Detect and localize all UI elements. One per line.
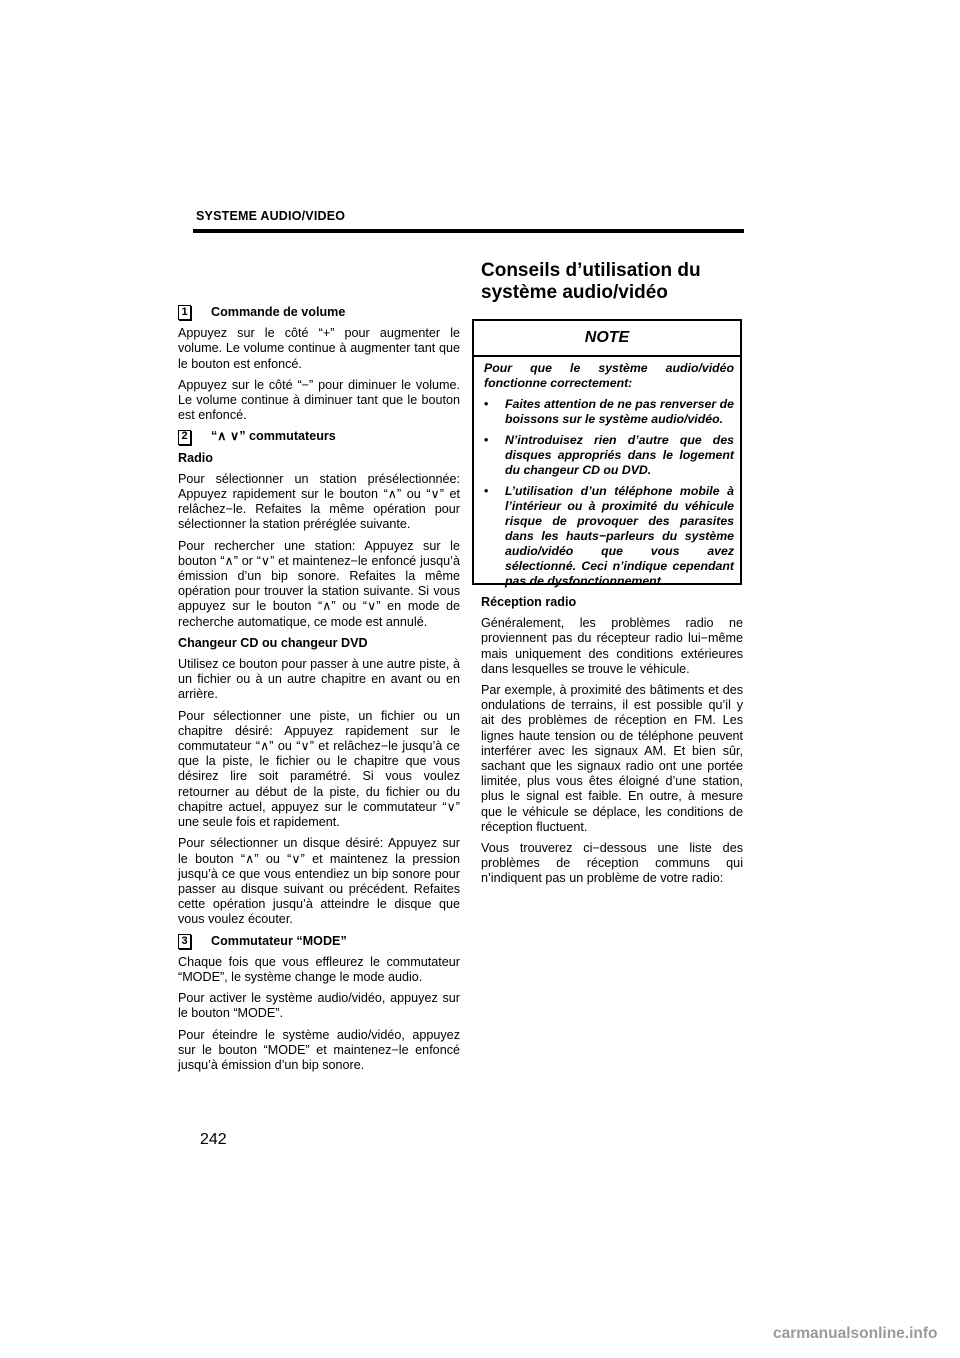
note-item (484, 397, 734, 427)
section-1-number: 1 (178, 305, 191, 320)
paragraph: Pour sélectionner un station présélectionnée: Appuyez rapidement sur le bouton “∧” ou “∨” et relâchez−le. Refaites la même opération pour sélectionner la station préréglée suivante. (178, 471, 460, 532)
page-title-line1: Conseils d’utilisation du (481, 260, 701, 281)
section-3-number: 3 (178, 934, 191, 949)
paragraph: Pour éteindre le système audio/vidéo, appuyez sur le bouton “MODE” et maintenez−le enfoncé jusqu’à émission d’un bip sonore. (178, 1027, 460, 1072)
watermark: carmanualsonline.info (773, 1325, 938, 1342)
note-list (484, 397, 734, 589)
header-rule (193, 229, 744, 233)
note-item (484, 433, 734, 478)
left-column (178, 305, 460, 1079)
paragraph: Utilisez ce bouton pour passer à une autre piste, à un fichier ou à un autre chapitre en avant ou en arrière. (178, 657, 460, 702)
page-number: 242 (200, 1131, 227, 1148)
paragraph: Appuyez sur le côté “+” pour augmenter le volume. Le volume continue à augmenter tant que le bouton est enfoncé. (178, 326, 460, 371)
bullet-icon: • (484, 397, 489, 411)
right-column (481, 595, 743, 893)
paragraph: Par exemple, à proximité des bâtiments et des ondulations de terrains, il est possible qu’il y ait des problèmes de réception en FM. Les lignes haute tension ou de téléphone peuvent interférer avec les signaux AM. Et bien sûr, sachant que les signaux radio ont une portée limitée, plus vous êtes éloigné d’une station, plus le signal est faible. En outre, à mesure que le véhicule se déplace, les conditions de réception fluctuent. (481, 683, 743, 834)
changer-subheading: Changeur CD ou changeur DVD (178, 635, 368, 650)
paragraph: Pour rechercher une station: Appuyez sur le bouton “∧” or “∨” et maintenez−le enfoncé jusqu’à émission d’un bip sonore. Refaites la même opération pour trouver la station suivante. Si vous appuyez sur le bouton “∧” ou “∨” en mode de recherche automatique, ce mode est annulé. (178, 538, 460, 629)
radio-subheading: Radio (178, 450, 213, 465)
note-item-text: Faites attention de ne pas renverser de boissons sur le système audio/vidéo. (505, 397, 734, 426)
section-3-heading (178, 934, 460, 949)
note-item (484, 484, 734, 589)
reception-subheading: Réception radio (481, 595, 577, 609)
section-1-heading (178, 305, 460, 320)
note-title: NOTE (474, 321, 740, 357)
paragraph: Pour sélectionner une piste, un fichier ou un chapitre désiré: Appuyez rapidement sur le commutateur “∧” ou “∨” et relâchez−le jusqu’à ce que la piste, le fichier ou le chapitre que vous désirez lire soit paramétré. Si vous voulez retourner au début de la piste, du fichier ou du chapitre actuel, appuyez sur le commutateur “∨” une seule fois et rapidement. (178, 708, 460, 830)
section-1-title: Commande de volume (211, 305, 346, 319)
note-box (472, 319, 742, 588)
note-body (484, 361, 734, 595)
note-intro: Pour que le système audio/vidéo fonctionne correctement: (484, 361, 734, 390)
bullet-icon: • (484, 433, 489, 447)
paragraph: Appuyez sur le côté “−” pour diminuer le volume. Le volume continue à diminuer tant que le bouton est enfoncé. (178, 377, 460, 423)
page-title (481, 260, 751, 304)
note-item-text: L’utilisation d’un téléphone mobile à l’intérieur ou à proximité du véhicule risque de provoquer des parasites dans les hauts−parleurs du système audio/vidéo que vous avez sélectionné. Ceci n’indique cependant pas de dysfonctionnement. (505, 484, 734, 588)
section-header: SYSTEME AUDIO/VIDEO (196, 209, 346, 223)
section-2-number: 2 (178, 430, 191, 445)
section-3-title: Commutateur “MODE” (211, 933, 347, 948)
section-2-title: “∧ ∨” commutateurs (211, 429, 336, 444)
paragraph: Chaque fois que vous effleurez le commutateur “MODE”, le système change le mode audio. (178, 954, 460, 984)
section-2-heading (178, 429, 460, 444)
paragraph: Vous trouverez ci−dessous une liste des problèmes de réception communs qui n’indiquent pas un problème de votre radio: (481, 841, 743, 886)
paragraph: Pour activer le système audio/vidéo, appuyez sur le bouton “MODE”. (178, 991, 460, 1021)
paragraph: Généralement, les problèmes radio ne proviennent pas du récepteur radio lui−même mais uniquement des conditions extérieures dans lesquelles se trouve le véhicule. (481, 616, 743, 676)
note-item-text: N’introduisez rien d’autre que des disques appropriés dans le logement du changeur CD ou DVD. (505, 433, 734, 477)
bullet-icon: • (484, 484, 489, 498)
paragraph: Pour sélectionner un disque désiré: Appuyez sur le bouton “∧” ou “∨” et maintenez la pression jusqu’à ce que vous entendiez un bip sonore pour passer au disque suivant ou précédent. Refaites cette opération jusqu’à atteindre le disque que vous voulez écouter. (178, 836, 460, 927)
page-title-line2: système audio/vidéo (481, 282, 668, 303)
